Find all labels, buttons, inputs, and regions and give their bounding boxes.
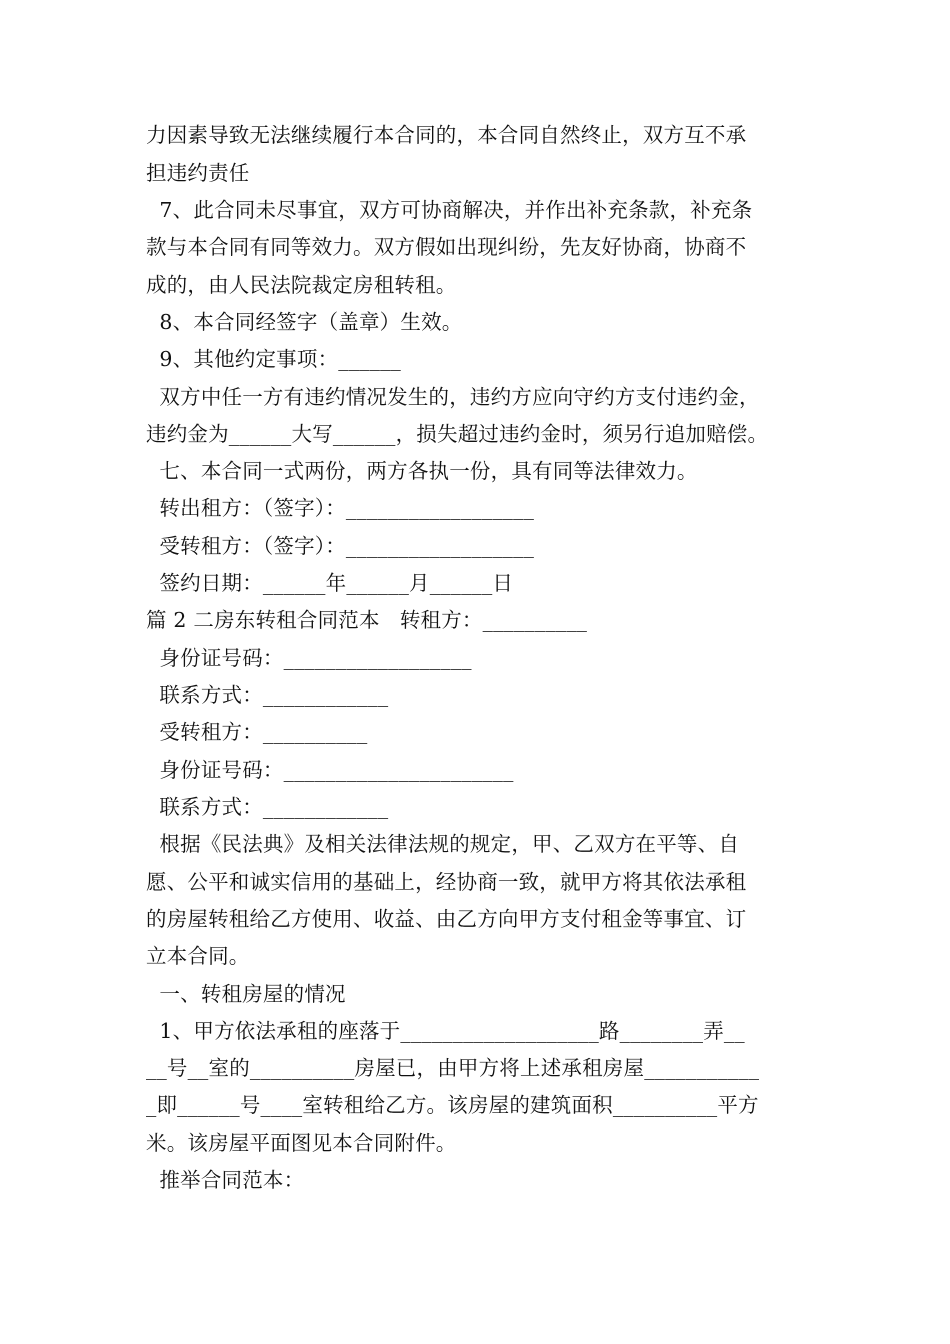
text-line: 签约日期：______年______月______日 — [146, 571, 514, 595]
text-line: 双方中任一方有违约情况发生的，违约方应向守约方支付违约金， — [146, 385, 760, 409]
text-line: 7、此合同未尽事宜，双方可协商解决，并作出补充条款，补充条 — [146, 198, 753, 222]
text-line: 身份证号码：______________________ — [146, 758, 514, 782]
text-line: 七、本合同一式两份，两方各执一份，具有同等法律效力。 — [146, 459, 698, 483]
text-line: 力因素导致无法继续履行本合同的，本合同自然终止，双方互不承 — [146, 123, 747, 147]
text-line: 转出租方：（签字）：__________________ — [146, 496, 535, 520]
text-line: 根据《民法典》及相关法律法规的规定，甲、乙双方在平等、自 — [146, 832, 740, 856]
text-line: 款与本合同有同等效力。双方假如出现纠纷，先友好协商，协商不 — [146, 235, 747, 259]
text-line: __号__室的__________房屋已，由甲方将上述承租房屋___________ — [146, 1056, 760, 1080]
text-line: 违约金为______大写______，损失超过违约金时，须另行追加赔偿。 — [146, 422, 769, 446]
text-line: 的房屋转租给乙方使用、收益、由乙方向甲方支付租金等事宜、订 — [146, 907, 747, 931]
text-line: 联系方式：____________ — [146, 683, 389, 707]
text-line: 立本合同。 — [146, 944, 250, 968]
text-line: 担违约责任 — [146, 161, 250, 185]
text-line: 一、转租房屋的情况 — [146, 982, 346, 1006]
section-heading: 篇 2 二房东转租合同范本 转租方：__________ — [146, 608, 588, 632]
text-line: 受转租方：（签字）：__________________ — [146, 534, 535, 558]
text-line: 9、其他约定事项：______ — [146, 347, 401, 371]
text-line: 成的，由人民法院裁定房租转租。 — [146, 273, 457, 297]
text-line: 身份证号码：__________________ — [146, 646, 472, 670]
text-line: 米。该房屋平面图见本合同附件。 — [146, 1131, 457, 1155]
text-line: 联系方式：____________ — [146, 795, 389, 819]
text-line: 愿、公平和诚实信用的基础上，经协商一致，就甲方将其依法承租 — [146, 870, 747, 894]
text-line: _即______号____室转租给乙方。该房屋的建筑面积__________平方 — [146, 1093, 759, 1117]
text-line: 受转租方：__________ — [146, 720, 368, 744]
text-line: 8、本合同经签字（盖章）生效。 — [146, 310, 463, 334]
text-line: 推举合同范本： — [146, 1168, 305, 1192]
text-line: 1、甲方依法承租的座落于___________________路________弄__ — [146, 1019, 745, 1043]
